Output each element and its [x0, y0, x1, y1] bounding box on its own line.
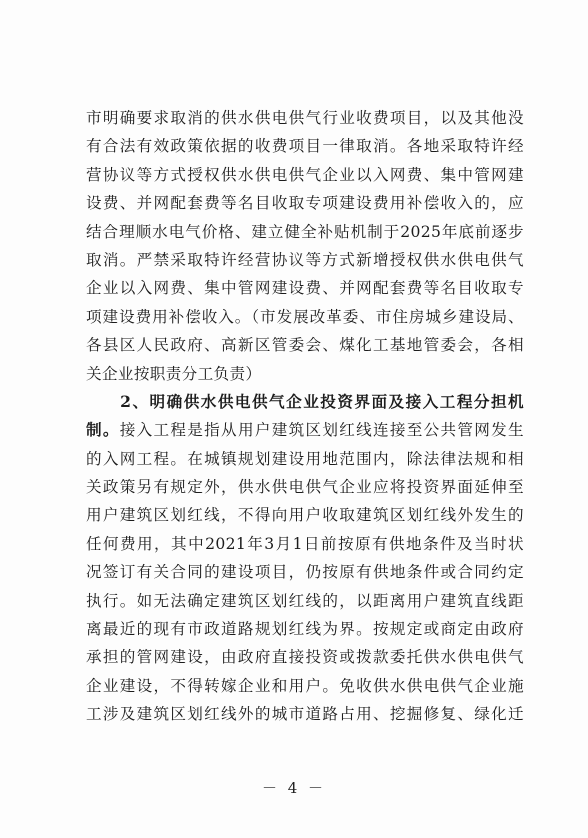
text-line: 关企业按职责分工负责） [86, 364, 262, 383]
text-line: 承担的管网建设，由政府直接投资或拨款委托供水供电供气 [86, 648, 524, 667]
text-line: 设费、并网配套费等名目收取专项建设费用补偿收入的，应 [86, 194, 524, 213]
text-line: 市明确要求取消的供水供电供气行业收费项目，以及其他没 [86, 109, 524, 127]
text-line: 各县区人民政府、高新区管委会、煤化工基地管委会，各相 [86, 336, 524, 355]
text-line: 的入网工程。在城镇规划建设用地范围内，除法律法规和相 [86, 449, 524, 468]
text-line: 任何费用，其中2021年3月1日前按原有供地条件及当时状 [86, 534, 524, 553]
text-line: 工涉及建筑区划红线外的城市道路占用、挖掘修复、绿化迁 [86, 705, 524, 724]
text-line: 关政策另有规定外，供水供电供气企业应将投资界面延伸至 [86, 478, 524, 497]
text-line: 离最近的现有市政道路规划红线为界。按规定或商定由政府 [86, 620, 524, 639]
text-line: 结合理顺水电气价格、建立健全补贴机制于2025年底前逐步 [86, 222, 524, 241]
text-run: 接入工程是指从用户建筑区划红线连接至公共管网发生 [119, 421, 524, 440]
section-heading-line: 2、明确供水供电供气企业投资界面及接入工程分担机 [86, 391, 524, 411]
text-line: 项建设费用补偿收入。（市发展改革委、市住房城乡建设局、 [86, 307, 524, 326]
text-line: 营协议等方式授权供水供电供气企业以入网费、集中管网建 [86, 165, 524, 184]
page-number: － 4 － [261, 779, 327, 797]
text-line: 有合法有效政策依据的收费项目一律取消。各地采取特许经 [86, 137, 524, 156]
text-line: 用户建筑区划红线，不得向用户收取建筑区划红线外发生的 [86, 506, 524, 525]
text-line: 取消。严禁采取特许经营协议等方式新增授权供水供电供气 [86, 250, 524, 269]
text-line: 企业建设，不得转嫁企业和用户。免收供水供电供气企业施 [86, 676, 524, 695]
text-line: 企业以入网费、集中管网建设费、并网配套费等名目收取专 [86, 279, 524, 298]
text-line: 执行。如无法确定建筑区划红线的，以距离用户建筑直线距 [86, 591, 524, 610]
text-line: 况签订有关合同的建设项目，仍按原有供地条件或合同约定 [86, 563, 524, 582]
heading-tail: 制。 [86, 420, 120, 440]
section-heading-continuation [86, 416, 524, 444]
document-body [86, 104, 524, 729]
